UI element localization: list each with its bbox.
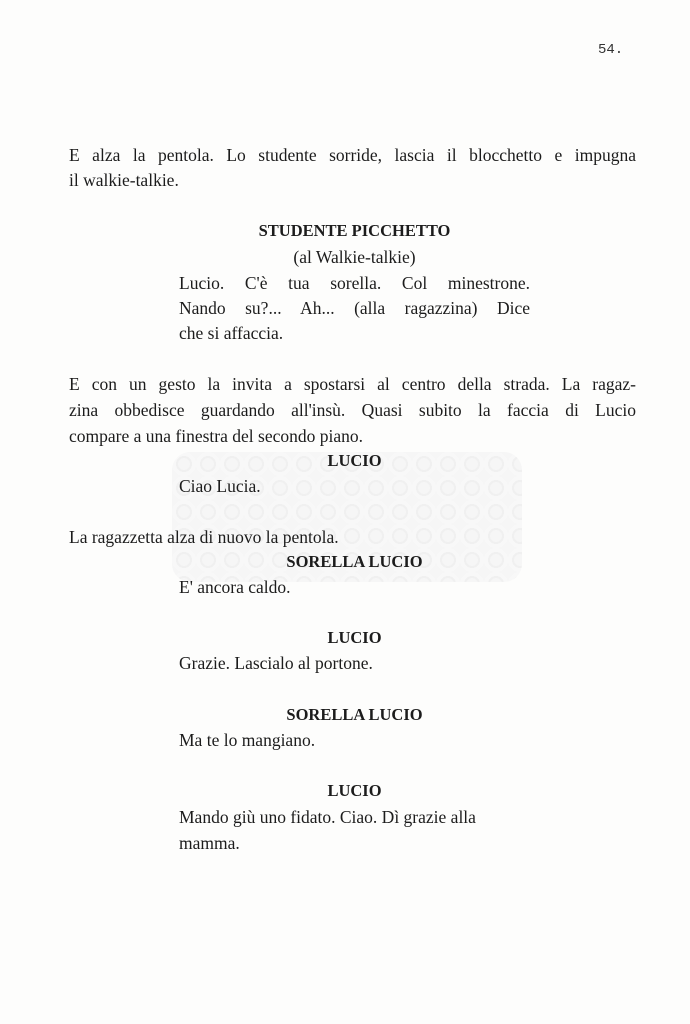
parenthetical: (al Walkie-talkie)	[293, 247, 416, 267]
dialogue-line: Ma te lo mangiano.	[179, 730, 316, 750]
character-name: LUCIO	[327, 628, 382, 647]
character-name: SORELLA LUCIO	[286, 552, 423, 571]
dialogue-line: Ciao Lucia.	[179, 476, 261, 496]
action-line: E alza la pentola. Lo studente sorride, lascia il blocchetto e impugna	[69, 145, 636, 165]
dialogue-line: Lucio. C'è tua sorella. Col minestrone.	[179, 273, 530, 293]
dialogue-line: Nando su?... Ah... (alla ragazzina) Dice	[179, 298, 530, 318]
dialogue-line: Mando giù uno fidato. Ciao. Dì grazie alla	[179, 807, 476, 827]
action-line: E con un gesto la invita a spostarsi al centro della strada. La ragaz-	[69, 374, 636, 394]
action-line: zina obbedisce guardando all'insù. Quasi subito la faccia di Lucio	[69, 400, 636, 420]
character-name: LUCIO	[327, 781, 382, 800]
action-line: il walkie-talkie.	[69, 170, 179, 190]
action-line: La ragazzetta alza di nuovo la pentola.	[69, 527, 339, 547]
dialogue-line: che si affaccia.	[179, 323, 284, 343]
dialogue-line: E' ancora caldo.	[179, 577, 291, 597]
page-number: 54.	[598, 42, 624, 58]
dialogue-line: mamma.	[179, 833, 240, 853]
character-name: SORELLA LUCIO	[286, 705, 423, 724]
dialogue-line: Grazie. Lascialo al portone.	[179, 653, 373, 673]
character-name: STUDENTE PICCHETTO	[258, 221, 451, 240]
character-name: LUCIO	[327, 451, 382, 470]
action-line: compare a una finestra del secondo piano.	[69, 426, 363, 446]
